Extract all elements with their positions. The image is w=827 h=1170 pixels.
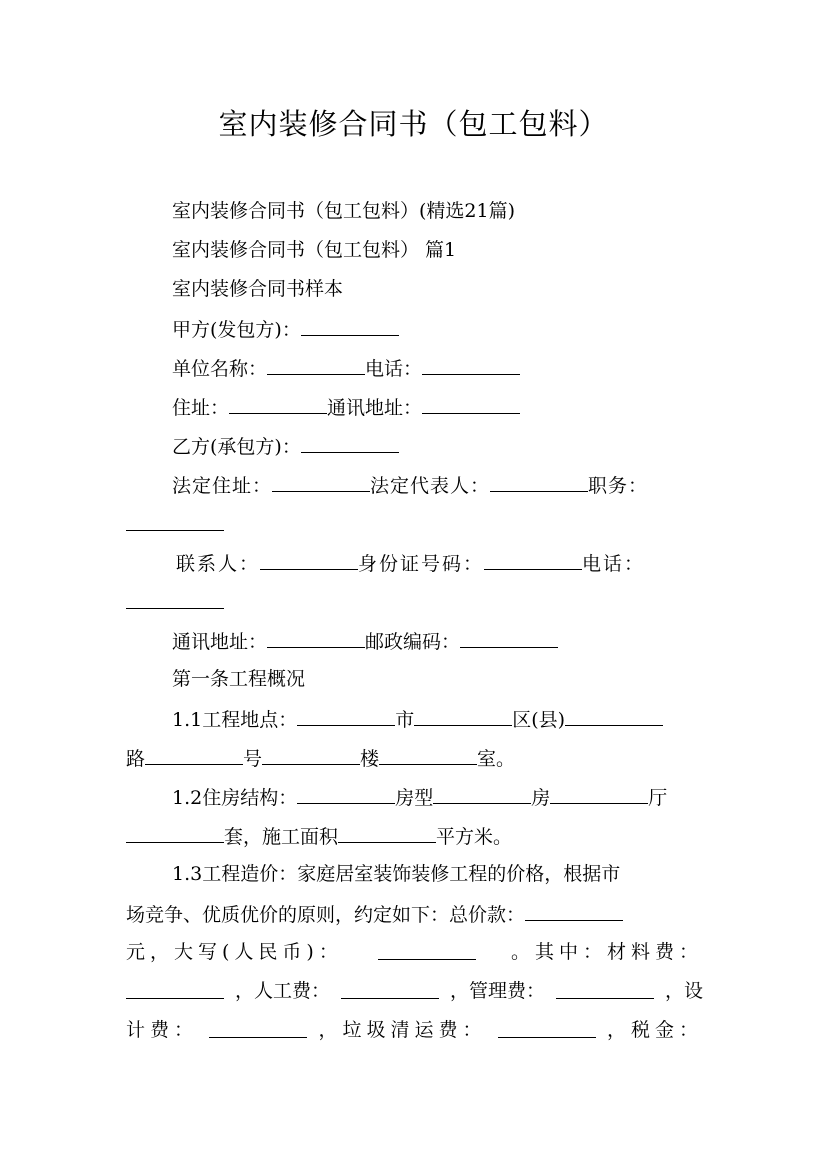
mailing-line: 通讯地址： 邮政编码： — [172, 629, 703, 653]
blank-field[interactable] — [422, 395, 520, 414]
blank-field[interactable] — [301, 434, 399, 453]
structure-line: 1.2住房结构： 房型 房 厅 — [172, 787, 668, 809]
legal-address-line: 法定住址： 法定代表人： 职务： — [172, 475, 649, 497]
blank-field[interactable] — [267, 356, 365, 375]
blank-field[interactable] — [414, 707, 512, 726]
cost-line-4: ，人工费： ，管理费： ，设 — [126, 980, 703, 1002]
blank-field[interactable] — [209, 1019, 307, 1038]
blank-field[interactable] — [297, 785, 395, 804]
unit-name-line: 单位名称： 电话： — [172, 356, 703, 380]
blank-field[interactable] — [338, 824, 436, 843]
blank-field[interactable] — [525, 902, 623, 921]
cost-line: 1.3工程造价：家庭居室装饰装修工程的价格，根据市 — [172, 863, 621, 885]
blank-field[interactable] — [379, 746, 477, 765]
location-line-2: 路 号 楼 室。 — [126, 748, 516, 770]
blank-field[interactable] — [565, 707, 663, 726]
cost-line-5: 计费： ，垃圾清运费： ，税金： — [126, 1019, 703, 1041]
blank-field[interactable] — [422, 356, 520, 375]
party-b-line: 乙方(承包方)： — [172, 434, 703, 458]
blank-field[interactable] — [267, 629, 365, 648]
blank-field[interactable] — [498, 1019, 596, 1038]
blank-field[interactable] — [126, 512, 224, 531]
blank-field[interactable] — [550, 785, 648, 804]
blank-field[interactable] — [556, 980, 654, 999]
blank-field[interactable] — [126, 980, 224, 999]
blank-field[interactable] — [490, 473, 588, 492]
position-blank-line — [126, 512, 703, 536]
party-a-line: 甲方(发包方)： — [172, 317, 703, 341]
structure-line-2: 套，施工面积 平方米。 — [126, 824, 703, 848]
document-title: 室内装修合同书（包工包料） — [218, 107, 609, 141]
subtitle-line: 室内装修合同书（包工包料）(精选21篇) — [172, 200, 516, 222]
phone-blank-line — [126, 590, 703, 614]
contact-line: 联系人： 身份证号码： 电话： — [176, 553, 646, 575]
blank-field[interactable] — [262, 746, 360, 765]
blank-field[interactable] — [260, 551, 358, 570]
blank-field[interactable] — [378, 941, 476, 960]
blank-field[interactable] — [126, 590, 224, 609]
blank-field[interactable] — [297, 707, 395, 726]
blank-field[interactable] — [126, 824, 224, 843]
blank-field[interactable] — [301, 317, 399, 336]
address-line: 住址： 通讯地址： — [172, 395, 703, 419]
article-one-heading: 第一条工程概况 — [172, 668, 306, 690]
section-heading: 室内装修合同书（包工包料） 篇1 — [172, 239, 457, 261]
cost-line-3: 元，大写(人民币)： 。其中：材料费： — [126, 941, 703, 963]
cost-line-2: 场竞争、优质优价的原则，约定如下：总价款： — [126, 902, 703, 926]
blank-field[interactable] — [145, 746, 243, 765]
blank-field[interactable] — [433, 785, 531, 804]
location-line: 1.1工程地点： 市 区(县) — [172, 707, 703, 731]
blank-field[interactable] — [484, 551, 582, 570]
blank-field[interactable] — [272, 473, 370, 492]
blank-field[interactable] — [229, 395, 327, 414]
sample-heading: 室内装修合同书样本 — [172, 278, 344, 300]
blank-field[interactable] — [460, 629, 558, 648]
blank-field[interactable] — [341, 980, 439, 999]
